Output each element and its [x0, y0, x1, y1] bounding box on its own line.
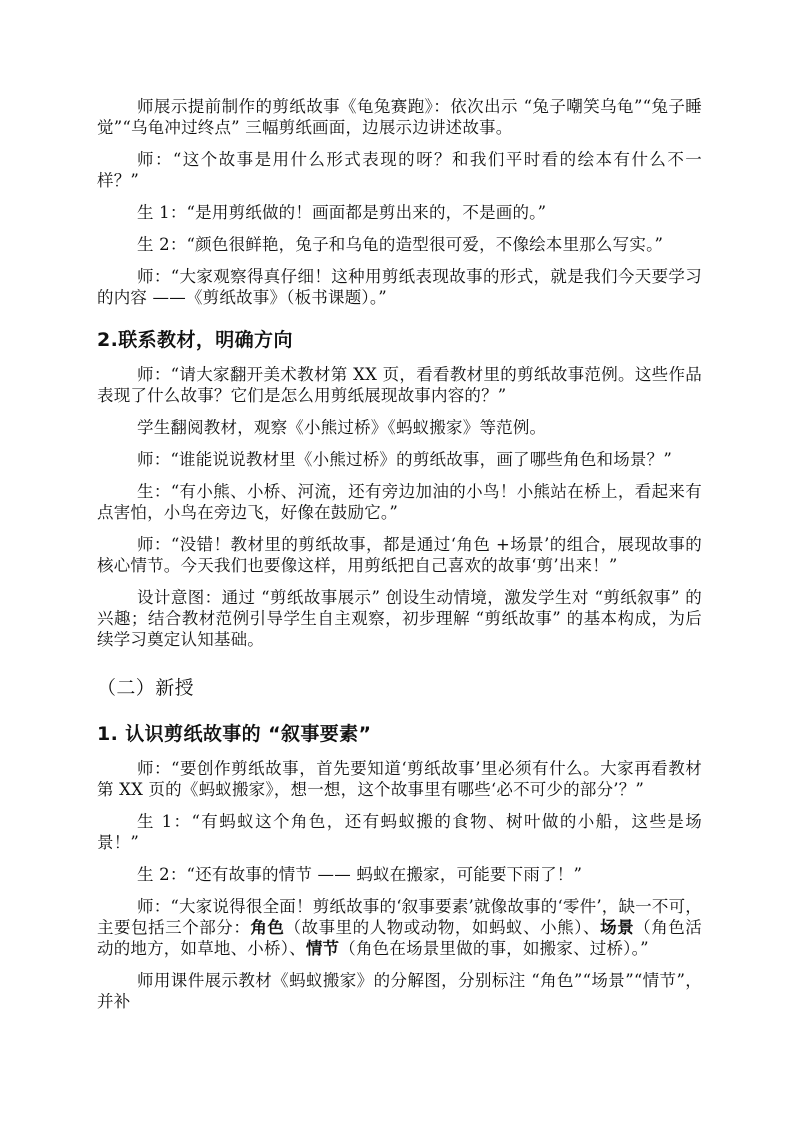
paragraph: 师：“谁能说说教材里《小熊过桥》的剪纸故事，画了哪些角色和场景？”: [137, 450, 672, 469]
paragraph: 生：“有小熊、小桥、河流，还有旁边加油的小鸟！小熊站在桥上，看起来有点害怕，小鸟在旁边飞，好像在鼓励它。”: [97, 482, 702, 522]
section-heading: （二）新授: [97, 677, 195, 699]
paragraph: 生 2：“颜色很鲜艳，兔子和乌龟的造型很可爱，不像绘本里那么写实。”: [137, 235, 664, 254]
paragraph: 师：“这个故事是用什么形式表现的呀？和我们平时看的绘本有什么不一样？”: [97, 150, 702, 190]
paragraph: 师展示提前制作的剪纸故事《龟兔赛跑》：依次出示 “兔子嘲笑乌龟”“兔子睡觉”“乌龟冲过终点” 三幅剪纸画面，边展示边讲述故事。: [97, 97, 702, 137]
design-intent-paragraph: 设计意图：通过 “剪纸故事展示” 创设生动情境，激发学生对 “剪纸叙事” 的兴趣；结合教材范例引导学生自主观察，初步理解 “剪纸故事” 的基本构成，为后续学习奠定认知基础。: [97, 588, 702, 649]
summary-paragraph: [97, 896, 702, 959]
paragraph: 师：“没错！教材里的剪纸故事，都是通过‘角色 +场景’的组合，展现故事的核心情节。今天我们也要像这样，用剪纸把自己喜欢的故事‘剪’出来！”: [97, 535, 702, 575]
term-plot-desc: （角色在场景里做的事，如搬家、过桥）。”: [339, 939, 649, 958]
term-role: 角色: [250, 918, 285, 937]
term-role-desc: （故事里的人物或动物，如蚂蚁、小熊）、: [284, 918, 601, 937]
paragraph: 生 2：“还有故事的情节 —— 蚂蚁在搬家，可能要下雨了！”: [137, 865, 583, 884]
paragraph: 师：“请大家翻开美术教材第 XX 页，看看教材里的剪纸故事范例。这些作品表现了什么故事？它们是怎么用剪纸展现故事内容的？”: [97, 365, 702, 405]
summary-intro: 师：“大家说得很全面！剪纸故事的‘叙事要素’就像故事的‘零件’，缺一不可，主要包括三个部分：: [97, 897, 702, 937]
subheading: 1. 认识剪纸故事的 “叙事要素”: [97, 723, 372, 745]
term-scene-desc: （角色活动的地方，如草地、小桥）、: [97, 918, 702, 958]
paragraph: 学生翻阅教材，观察《小熊过桥》《蚂蚁搬家》等范例。: [137, 418, 547, 437]
term-scene: 场景: [600, 918, 635, 937]
paragraph: 师：“要创作剪纸故事，首先要知道‘剪纸故事’里必须有什么。大家再看教材第 XX 页的《蚂蚁搬家》，想一想，这个故事里有哪些‘必不可少的部分’？”: [97, 759, 702, 799]
subheading: 2.联系教材，明确方向: [97, 329, 293, 351]
term-plot: 情节: [305, 939, 340, 958]
paragraph: 师：“大家观察得真仔细！这种用剪纸表现故事的形式，就是我们今天要学习的内容 ——《剪纸故事》（板书课题）。”: [97, 267, 702, 307]
paragraph: 生 1：“是用剪纸做的！画面都是剪出来的，不是画的。”: [137, 203, 547, 222]
paragraph: 生 1：“有蚂蚁这个角色，还有蚂蚁搬的食物、树叶做的小船，这些是场景！”: [97, 812, 702, 852]
paragraph: 师用课件展示教材《蚂蚁搬家》的分解图，分别标注 “角色”“场景”“情节”，并补: [97, 971, 702, 1011]
